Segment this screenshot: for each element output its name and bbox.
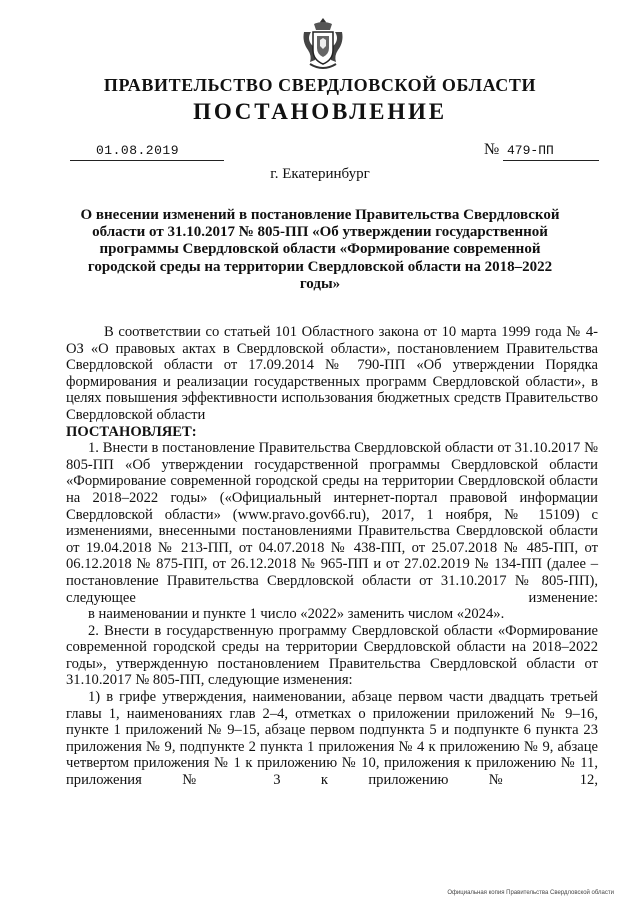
document-heading: О внесении изменений в постановление Правительства Свердловской области от 31.10.2017 № 805-ПП «Об утверждении государственной программы Свердловской области «Формирование современной городской среды на территории Свердловской области на 2018–2022 годы»: [80, 207, 560, 292]
document-body: [66, 324, 598, 789]
document-type: ПОСТАНОВЛЕНИЕ: [193, 99, 447, 124]
government-title: ПРАВИТЕЛЬСТВО СВЕРДЛОВСКОЙ ОБЛАСТИ: [103, 75, 537, 95]
date-field: [70, 143, 224, 161]
number-sign: №: [484, 141, 500, 158]
coat-of-arms-icon: [300, 14, 346, 70]
resolves-heading: ПОСТАНОВЛЯЕТ:: [66, 423, 197, 440]
paragraph-2-item-1: 1) в грифе утверждения, наименовании, абзаце первом части двадцать третьей главы 1, наименованиях глав 2–4, отметках о приложении приложений № 9–16, пункте 1 приложений № 9–15, абзаце первом подпункта 5 и подпункте 6 пункта 23 приложения № 9, подпункте 2 пункта 1 приложения № 4 к приложению № 9, абзаце четвертом приложения № 1 к приложению № 10, приложения к приложению № 11, приложения № 3 к приложению № 12,: [66, 689, 598, 789]
footer-note: Официальная копия Правительства Свердловской области: [447, 890, 614, 896]
preamble-paragraph: В соответствии со статьей 101 Областного закона от 10 марта 1999 года № 4-ОЗ «О правовых актах в Свердловской области», постановлением Правительства Свердловской области от 17.09.2014 № 790-ПП «Об утверждении Порядка формирования и реализации государственных программ Свердловской области», в целях повышения эффективности использования бюджетных средств Правительство Свердловской области: [66, 324, 598, 423]
paragraph-1: 1. Внести в постановление Правительства Свердловской области от 31.10.2017 № 805-ПП «Об утверждении государственной программы Свердловской области «Формирование современной городской среды на территории Свердловской области на 2018–2022 годы» («Официальный интернет-портал правовой информации Свердловской области» (www.pravo.gov66.ru), 2017, 1 ноября, № 15109) с изменениями, внесенными постановлениями Правительства Свердловской области от 19.04.2018 № 213-ПП, от 04.07.2018 № 438-ПП, от 25.07.2018 № 485-ПП, от 06.12.2018 № 875-ПП, от 26.12.2018 № 965-ПП и от 27.02.2019 № 134-ПП (далее – постановление Правительства Свердловской области от 31.10.2017 № 805-ПП), следующее изменение:: [66, 440, 598, 606]
document-number: 479-ПП: [507, 143, 554, 158]
paragraph-2: 2. Внести в государственную программу Свердловской области «Формирование современной городской среды на территории Свердловской области на 2018–2022 годы», утвержденную постановлением Правительства Свердловской области от 31.10.2017 № 805-ПП, следующие изменения:: [66, 622, 598, 689]
document-date: 01.08.2019: [96, 143, 180, 158]
paragraph-1-item: в наименовании и пункте 1 число «2022» заменить числом «2024».: [88, 606, 505, 623]
city: г. Екатеринбург: [270, 166, 370, 182]
number-field: [503, 143, 599, 161]
